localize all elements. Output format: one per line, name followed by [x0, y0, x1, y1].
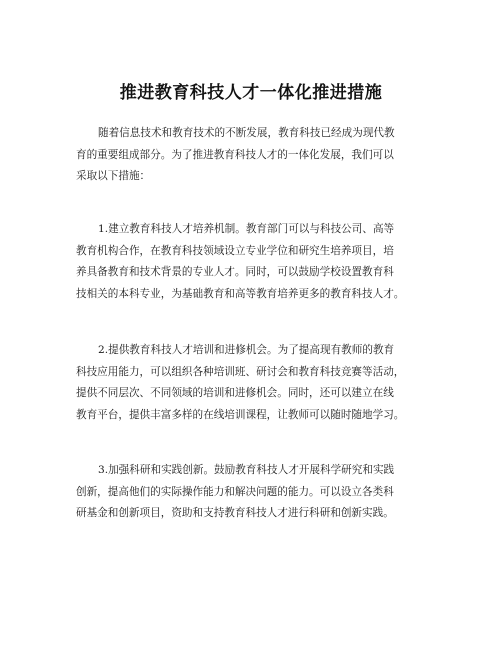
document-title: 推进教育科技人才一体化推进措施 [119, 83, 383, 103]
paragraph-line: 3.加强科研和实践创新。鼓励教育科技人才开展科学研究和实践 [98, 464, 395, 476]
paragraph-line: 创新，提高他们的实际操作能力和解决问题的能力。可以设立各类科 [76, 485, 394, 498]
paragraph-line: 1.建立教育科技人才培养机制。教育部门可以与科技公司、高等 [98, 223, 395, 235]
paragraph-line: 采取以下措施： [76, 170, 151, 182]
paragraph-line: 育的重要组成部分。为了推进教育科技人才的一体化发展，我们可以 [76, 148, 394, 161]
paragraph-line: 研基金和创新项目，资助和支持教育科技人才进行科研和创新实践。 [76, 507, 394, 519]
paragraph-line: 2.提供教育科技人才培训和进修机会。为了提高现有教师的教育 [98, 344, 395, 356]
paragraph-line: 随着信息技术和教育技术的不断发展，教育科技已经成为现代教 [98, 127, 395, 139]
paragraph-line: 科技应用能力，可以组织各种培训班、研讨会和教育科技竞赛等活动， [76, 365, 405, 378]
paragraph-line: 养具备教育和技术背景的专业人才。同时，可以鼓励学校设置教育科 [76, 266, 394, 278]
paragraph-line: 技相关的本科专业，为基础教育和高等教育培养更多的教育科技人才。 [76, 287, 405, 300]
paragraph-line: 提供不同层次、不同领域的培训和进修机会。同时，还可以建立在线 [76, 387, 394, 399]
paragraph-line: 教育机构合作，在教育科技领域设立专业学位和研究生培养项目，培 [76, 244, 394, 257]
paragraph-line: 教育平台，提供丰富多样的在线培训课程，让教师可以随时随地学习。 [76, 408, 405, 421]
